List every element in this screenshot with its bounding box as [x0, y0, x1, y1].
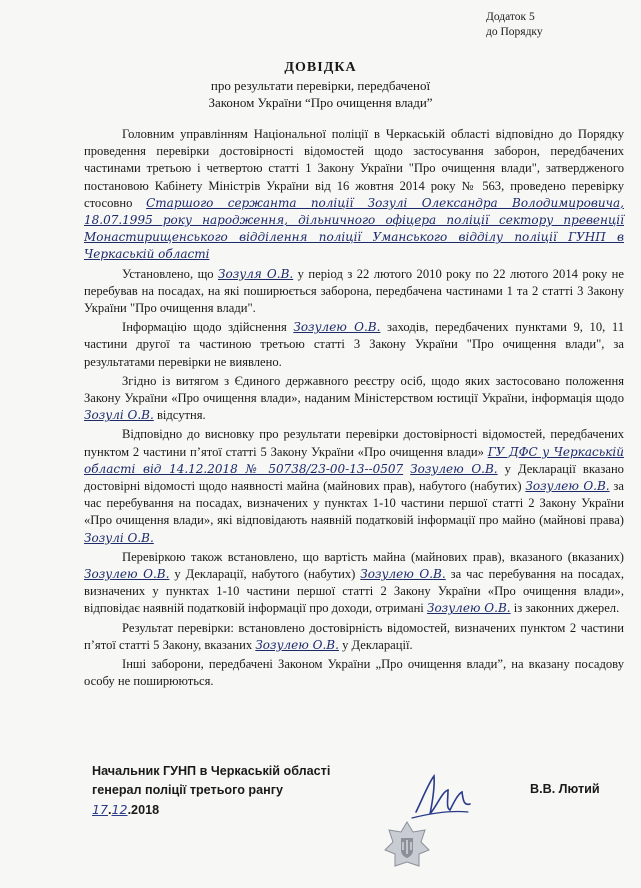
date-day: 17 [92, 802, 109, 817]
paragraph-6-text-a: Перевіркою також встановлено, що вартість майна (майнових прав), вказаного (вказаних) [122, 549, 624, 564]
paragraph-2-text-b: у період з 22 лютого 2010 року по 22 лютого 2014 року не перебував на посадах, на які поширюється заборона, передбачена частинами 1 та 2 статті 3 Закону України "Про очищення влади". [84, 266, 624, 316]
paragraph-4-text-b: відсутня. [156, 408, 206, 423]
signatory-position: Начальник ГУНП в Черкаській області [92, 764, 331, 778]
handwritten-name: Зозулею О.В. [360, 567, 446, 582]
document-subtitle [0, 77, 641, 111]
paragraph-6-text-c: за час перебування на посадах, визначених у пунктах 1-10 частини першої статті 2 Закону України «Про очищення влади», відповідає наявній податковій інформації про доходи, отримані [84, 567, 624, 616]
handwritten-name: Зозулею О.В. [293, 320, 381, 335]
signatory-block [92, 762, 330, 820]
paragraph-4 [84, 373, 624, 425]
signatory-name: В.В. Лютий [530, 782, 600, 796]
paragraph-6-text-d: із законних джерел. [513, 601, 620, 616]
document-body [84, 126, 624, 693]
paragraph-6 [84, 549, 624, 618]
paragraph-5-text-b: у Декларації вказано достовірні відомості щодо наявності майна (майнових прав), набутого (набутих) [84, 461, 624, 494]
paragraph-3-text-a: Інформацію щодо здійснення [122, 320, 287, 335]
paragraph-2 [84, 266, 624, 318]
paragraph-7-text-a: Результат перевірки: встановлено достовірність відомостей, визначених пунктом 2 частини п’ятої статті 5 Закону, вказаних [84, 620, 624, 652]
signature-date: 17.12.2018 [92, 802, 160, 817]
paragraph-3 [84, 319, 624, 371]
handwritten-name: Зозулі О.В. [84, 408, 154, 423]
annex-line-1: Додаток 5 [486, 11, 535, 23]
handwritten-name: Зозуля О.В. [218, 266, 294, 281]
subtitle-line-2: Законом України “Про очищення влади” [208, 95, 433, 110]
paragraph-7-text-b: у Декларації. [342, 637, 413, 652]
handwritten-name: Зозулею О.В. [255, 637, 339, 652]
paragraph-3-text-b: заходів, передбачених пунктами 9, 10, 11 частини другої та частиною третьою статті 3 Закону України "Про очищення влади", за результатами перевірки не виявлено. [84, 320, 624, 369]
handwritten-name: Зозулею О.В. [410, 461, 498, 476]
handwritten-org-reference: ГУ ДФС у Черкаській області від 14.12.2018 № 50738/23-00-13--0507 [84, 444, 624, 476]
paragraph-1 [84, 126, 624, 264]
document-title: ДОВІДКА [284, 60, 357, 75]
police-emblem-icon [383, 820, 431, 876]
handwritten-name: Зозулею О.В. [84, 567, 170, 582]
subtitle-line-1: про результати перевірки, передбаченої [210, 78, 431, 93]
paragraph-6-text-b: у Декларації, набутого (набутих) [174, 567, 356, 582]
handwritten-signature [408, 770, 478, 822]
paragraph-8 [84, 656, 624, 690]
paragraph-5 [84, 426, 624, 546]
paragraph-4-text-a: Згідно із витягом з Єдиного державного реєстру осіб, щодо яких застосовано положення Закону України «Про очищення влади», наданим Міністерством юстиції України, інформація щодо [84, 373, 624, 406]
signatory-rank: генерал поліції третього рангу [92, 783, 283, 797]
handwritten-name: Зозулею О.В. [426, 601, 511, 616]
annex-line-2: до Порядку [486, 26, 543, 38]
annex-note [486, 10, 543, 40]
paragraph-8-text: Інші заборони, передбачені Законом України „Про очищення влади”, на вказану посадову особу не поширюються. [84, 657, 624, 689]
date-year: .2018 [127, 803, 160, 817]
paragraph-7 [84, 620, 624, 654]
paragraph-2-text-a: Установлено, що [122, 266, 214, 281]
handwritten-name: Зозулі О.В. [84, 530, 154, 545]
person-details: Старшого сержанта поліції Зозулі Олександра Володимировича, 18.07.1995 року народження, дільничного офіцера поліції сектору превенції Монастирищенського відділення поліції Уманського відділу поліції ГУНП в Черкаській області [84, 195, 624, 262]
paragraph-5-text-a: Відповідно до висновку про результати перевірки достовірності відомостей, передбачених пунктом 2 частини п’ятої статті 5 Закону України «Про очищення влади» [84, 427, 624, 459]
paragraph-5-text-c: за час перебування на посадах, визначених у пунктах 1-10 частини першої статті 2 Закону України «Про очищення влади», які відповідають наявній податковій інформації про майно (майнові права) [84, 479, 624, 528]
handwritten-name: Зозулею О.В. [525, 479, 610, 494]
date-month: 12 [111, 802, 128, 817]
paragraph-1-text: Головним управлінням Національної поліції в Черкаській області відповідно до Порядку проведення перевірки достовірності відомостей щодо застосування заборон, передбачених частинами третьою і четвертою статті 1 Закону України "Про очищення влади", затвердженого постановою Кабінету Міністрів України від 16 жовтня 2014 року № 563, проведено перевірку стосовно [84, 127, 624, 210]
